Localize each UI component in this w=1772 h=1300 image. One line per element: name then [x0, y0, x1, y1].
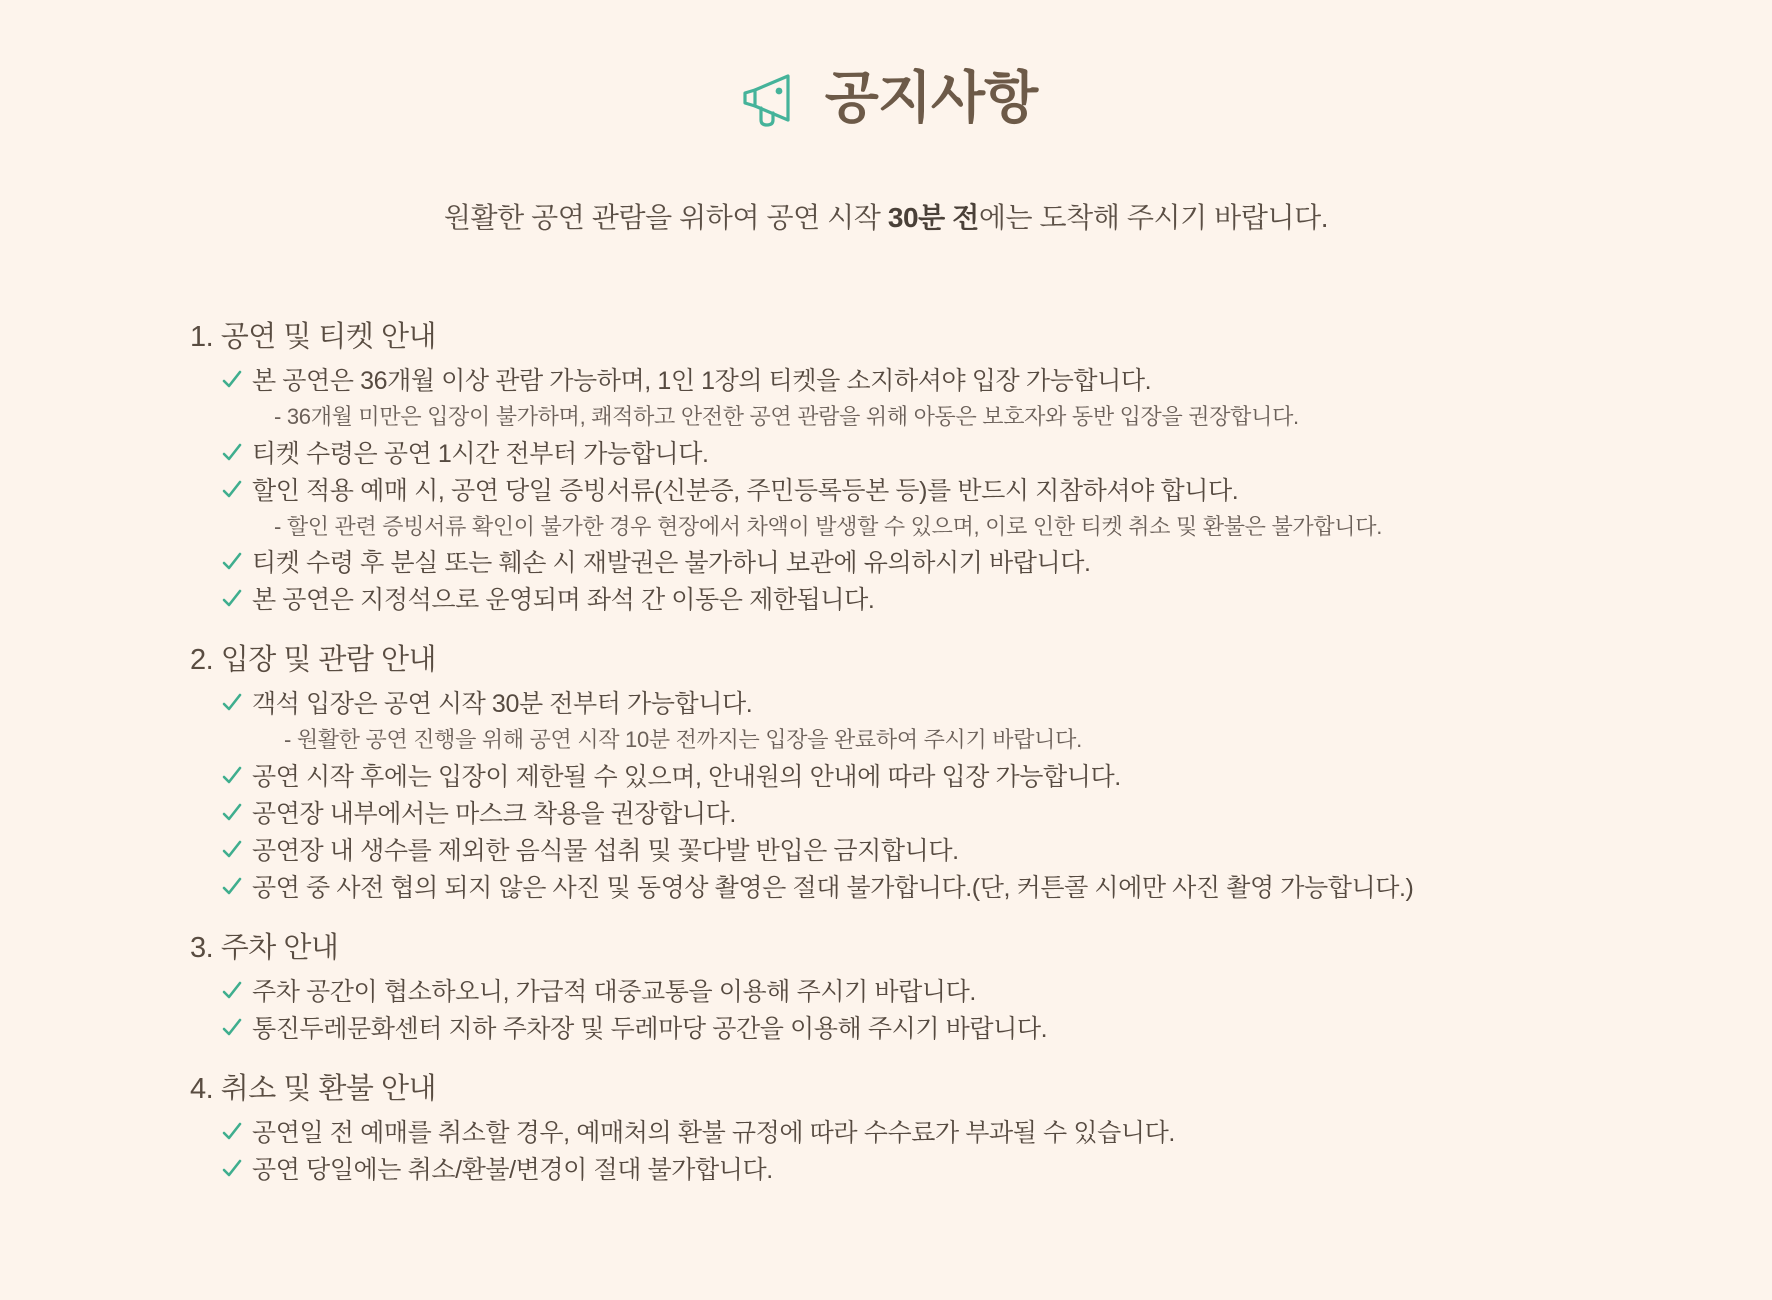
list-item-text: 공연 중 사전 협의 되지 않은 사진 및 동영상 촬영은 절대 불가합니다.(단, 커튼콜 시에만 사진 촬영 가능합니다.) [252, 874, 1414, 903]
list-item-text: 공연장 내 생수를 제외한 음식물 섭취 및 꽃다발 반입은 금지합니다. [252, 837, 959, 866]
check-icon [222, 803, 242, 829]
list-subitem-text: - 36개월 미만은 입장이 불가하며, 쾌적하고 안전한 공연 관람을 위해 아동은 보호자와 동반 입장을 권장합니다. [274, 404, 1299, 429]
list-item [222, 1154, 1582, 1187]
section-title: 3. 주차 안내 [190, 932, 339, 965]
list-item [222, 365, 1582, 398]
check-icon [222, 1159, 242, 1185]
list-item [222, 547, 1582, 580]
subtitle-part-before: 원활한 공연 관람을 위하여 공연 시작 [443, 202, 888, 233]
check-icon [222, 1018, 242, 1044]
list-item [222, 1117, 1582, 1150]
section-items [190, 365, 1582, 617]
check-icon [222, 766, 242, 792]
list-subitem-text: - 원활한 공연 진행을 위해 공연 시작 10분 전까지는 입장을 완료하여 주시기 바랍니다. [284, 727, 1082, 753]
check-icon [222, 443, 242, 469]
list-subitem-text: - 할인 관련 증빙서류 확인이 불가한 경우 현장에서 차액이 발생할 수 있으며, 이로 인한 티켓 취소 및 환불은 불가합니다. [274, 513, 1383, 539]
subtitle-highlight: 30분 전 [887, 202, 979, 233]
list-item-text: 할인 적용 예매 시, 공연 당일 증빙서류(신분증, 주민등록등본 등)를 반드시 지참하셔야 합니다. [252, 476, 1239, 505]
list-item [222, 872, 1582, 905]
list-item [222, 798, 1582, 831]
check-icon [222, 480, 242, 506]
list-item-text: 티켓 수령은 공연 1시간 전부터 가능합니다. [252, 439, 709, 468]
page-title: 공지사항 [824, 66, 1038, 129]
section-title: 1. 공연 및 티켓 안내 [190, 321, 437, 353]
list-item-text: 주차 공간이 협소하오니, 가급적 대중교통을 이용해 주시기 바랍니다. [252, 978, 976, 1007]
check-icon [222, 552, 242, 578]
section-4 [190, 1066, 1582, 1187]
list-item-text: 본 공연은 지정석으로 운영되며 좌석 간 이동은 제한됩니다. [252, 586, 875, 615]
megaphone-icon [735, 62, 807, 134]
list-item [222, 475, 1582, 508]
check-icon [222, 693, 242, 719]
list-item [222, 584, 1582, 617]
notice-sections [0, 314, 1772, 1187]
list-item [222, 976, 1582, 1009]
list-item [222, 688, 1582, 721]
list-item-text: 공연 당일에는 취소/환불/변경이 절대 불가합니다. [252, 1156, 773, 1185]
check-icon [222, 981, 242, 1007]
check-icon [222, 877, 242, 903]
section-title: 4. 취소 및 환불 안내 [190, 1073, 437, 1106]
page-header [0, 62, 1772, 134]
list-item [222, 761, 1582, 794]
section-1 [190, 314, 1582, 617]
list-item-text: 객석 입장은 공연 시작 30분 전부터 가능합니다. [252, 690, 753, 719]
check-icon [222, 1122, 242, 1148]
section-3 [190, 925, 1582, 1046]
subtitle [0, 196, 1772, 236]
subtitle-part-after: 에는 도착해 주시기 바랍니다. [978, 202, 1329, 233]
list-item-text: 티켓 수령 후 분실 또는 훼손 시 재발권은 불가하니 보관에 유의하시기 바랍니다. [252, 549, 1091, 578]
check-icon [222, 589, 242, 615]
section-items [190, 1117, 1582, 1187]
section-2 [190, 637, 1582, 905]
list-item-text: 공연 시작 후에는 입장이 제한될 수 있으며, 안내원의 안내에 따라 입장 가능합니다. [252, 763, 1121, 792]
check-icon [222, 370, 242, 396]
list-item-text: 통진두레문화센터 지하 주차장 및 두레마당 공간을 이용해 주시기 바랍니다. [252, 1015, 1048, 1044]
list-item-text: 본 공연은 36개월 이상 관람 가능하며, 1인 1장의 티켓을 소지하셔야 입장 가능합니다. [252, 367, 1152, 395]
list-item-text: 공연장 내부에서는 마스크 착용을 권장합니다. [252, 800, 736, 829]
list-item [222, 1013, 1582, 1046]
section-items [190, 688, 1582, 905]
list-item-text: 공연일 전 예매를 취소할 경우, 예매처의 환불 규정에 따라 수수료가 부과될 수 있습니다. [252, 1119, 1175, 1148]
list-item [222, 438, 1582, 471]
list-item [222, 835, 1582, 868]
check-icon [222, 840, 242, 866]
section-title: 2. 입장 및 관람 안내 [190, 644, 437, 677]
section-items [190, 976, 1582, 1046]
